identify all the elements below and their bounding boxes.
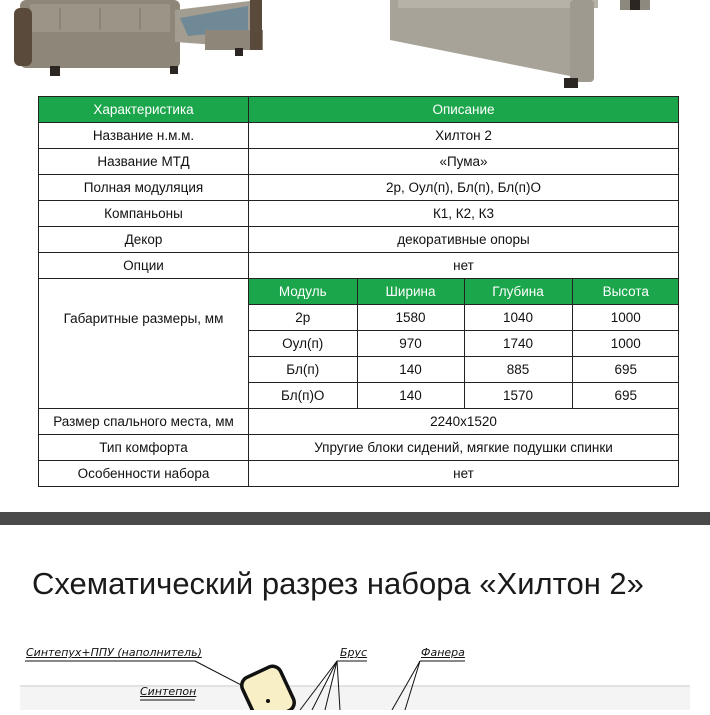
schematic-drawing [0, 630, 710, 710]
dim-header-module: Модуль [249, 279, 357, 305]
callout-padding: Синтепон [140, 685, 197, 698]
dim-cell: 970 [357, 331, 464, 357]
dim-cell: 1580 [357, 305, 464, 331]
dim-cell: Оул(п) [249, 331, 357, 357]
row-label: Декор [39, 227, 249, 253]
table-row [39, 435, 679, 461]
row-value: Упругие блоки сидений, мягкие подушки спинки [249, 435, 679, 461]
row-label: Название МТД [39, 149, 249, 175]
callout-plywood: Фанера [421, 646, 465, 659]
dimensions-table-row [249, 357, 679, 383]
schematic-title: Схематический разрез набора «Хилтон 2» [32, 566, 644, 601]
callout-filler: Синтепух+ППУ (наполнитель) [26, 646, 202, 659]
dim-cell: Бл(п) [249, 357, 357, 383]
row-value: «Пума» [249, 149, 679, 175]
dim-cell: 2р [249, 305, 357, 331]
dim-cell: 695 [572, 383, 679, 409]
row-label: Особенности набора [39, 461, 249, 487]
row-value: нет [249, 253, 679, 279]
row-label: Тип комфорта [39, 435, 249, 461]
dim-header-width: Ширина [357, 279, 464, 305]
row-label: Опции [39, 253, 249, 279]
row-value: Хилтон 2 [249, 123, 679, 149]
header-description: Описание [249, 97, 679, 123]
dimensions-header-row [249, 279, 679, 305]
row-label: Название н.м.м. [39, 123, 249, 149]
dim-header-depth: Глубина [464, 279, 572, 305]
table-row [39, 461, 679, 487]
dim-header-height: Высота [572, 279, 679, 305]
dim-cell: 140 [357, 383, 464, 409]
schematic-diagram [0, 630, 710, 710]
row-label: Компаньоны [39, 201, 249, 227]
dimensions-table-row [249, 331, 679, 357]
row-value: 2р, Оул(п), Бл(п), Бл(п)О [249, 175, 679, 201]
sofa-photo-right [380, 0, 710, 92]
dimensions-table [249, 279, 679, 408]
table-header-row [39, 97, 679, 123]
row-value: декоративные опоры [249, 227, 679, 253]
product-photos [0, 0, 710, 95]
dimensions-row [39, 279, 679, 409]
dim-cell: 695 [572, 357, 679, 383]
callout-beam: Брус [340, 646, 368, 659]
dim-cell: Бл(п)О [249, 383, 357, 409]
table-row [39, 149, 679, 175]
dim-cell: 140 [357, 357, 464, 383]
table-row [39, 123, 679, 149]
dim-cell: 885 [464, 357, 572, 383]
dimensions-cell [249, 279, 679, 409]
table-row [39, 175, 679, 201]
row-value: 2240x1520 [249, 409, 679, 435]
row-label: Размер спального места, мм [39, 409, 249, 435]
table-row [39, 201, 679, 227]
table-row [39, 227, 679, 253]
header-characteristic: Характеристика [39, 97, 249, 123]
dimensions-label: Габаритные размеры, мм [39, 279, 249, 409]
row-label: Полная модуляция [39, 175, 249, 201]
sofa-photo-left [0, 0, 270, 80]
dim-cell: 1040 [464, 305, 572, 331]
table-row [39, 253, 679, 279]
characteristics-table [38, 96, 679, 487]
section-divider [0, 512, 710, 525]
table-row [39, 409, 679, 435]
dimensions-table-row [249, 305, 679, 331]
dim-cell: 1740 [464, 331, 572, 357]
dimensions-table-row [249, 383, 679, 409]
dim-cell: 1000 [572, 305, 679, 331]
row-value: К1, К2, К3 [249, 201, 679, 227]
dim-cell: 1570 [464, 383, 572, 409]
row-value: нет [249, 461, 679, 487]
dim-cell: 1000 [572, 331, 679, 357]
